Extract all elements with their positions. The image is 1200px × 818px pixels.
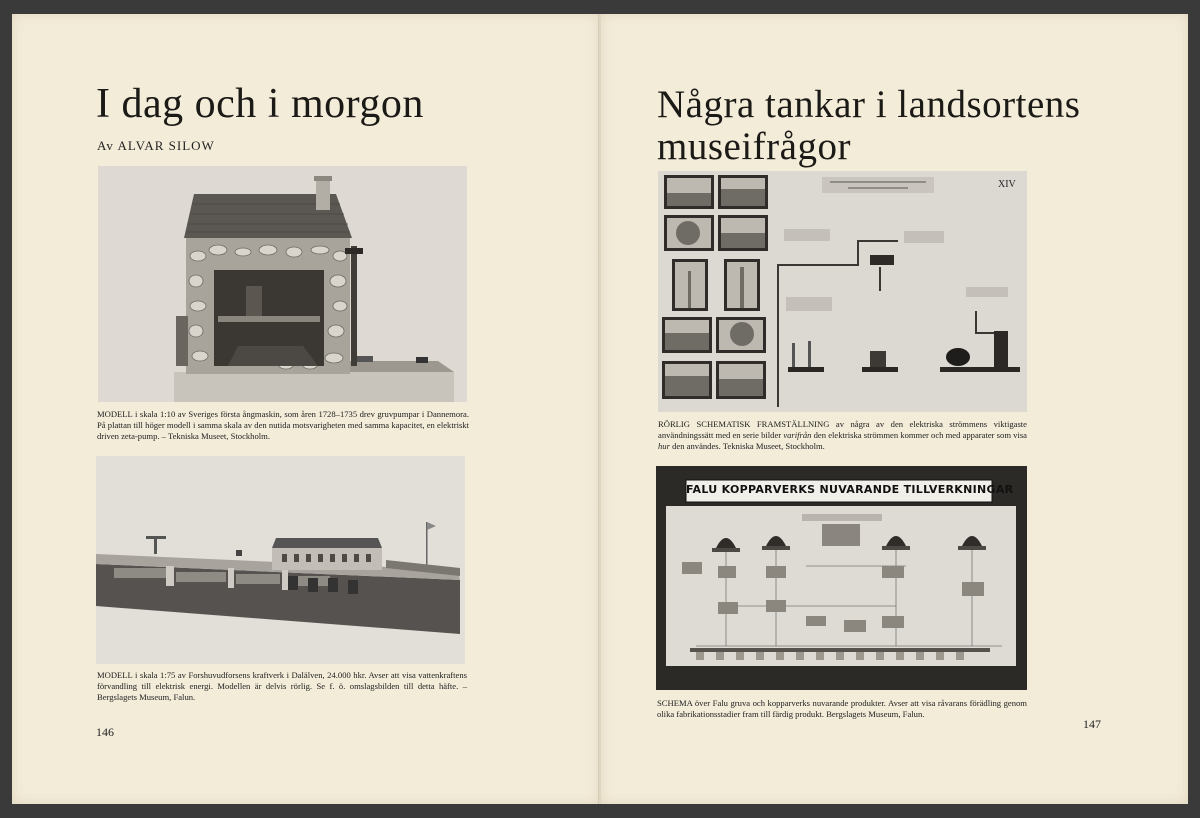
- byline-author: ALVAR SILOW: [117, 138, 215, 153]
- right-figure2-caption: SCHEMA över Falu gruva och kopparverks nuvarande produkter. Avser att visa råvarans förädling genom olika fabrikationsstadier fram till färdig produkt. Bergslagets Museum, Falun.: [657, 698, 1027, 720]
- left-figure2-caption: MODELL i skala 1:75 av Forshuvudforsens kraftverk i Dalälven, 24.000 hkr. Avser att visa vattenkraftens förvandling till elektrisk energi. Modellen är delvis rörlig. Se f. ö. omslagsbilden till detta häfte. – Bergslagets Museum, Falun.: [97, 670, 467, 703]
- right-page-number: 147: [1083, 717, 1101, 731]
- byline: [97, 138, 215, 154]
- right-caption1-part1: RÖRLIG SCHEMATISK FRAMSTÄLLNING av några av den elektriska strömmens viktigaste användningssätt med en serie bilder: [658, 419, 1027, 441]
- left-page-title: I dag och i morgon: [96, 81, 424, 127]
- left-page: [12, 14, 599, 804]
- right-title-line2: museifrågor: [657, 125, 851, 168]
- right-caption1-italic2: hur: [658, 441, 670, 452]
- left-page-number: 146: [96, 725, 114, 739]
- falu-banner-text: FALU KOPPARVERKS NUVARANDE TILLVERKNINGAR: [686, 483, 1014, 496]
- right-title-line1: Några tankar i landsortens: [657, 83, 1081, 126]
- right-caption1-part2: den elektriska strömmen kommer och med apparater som visa: [811, 430, 1027, 441]
- right-caption1-part3: den användes. Tekniska Museet, Stockholm.: [669, 441, 825, 452]
- right-caption1-italic1: varifrån: [783, 430, 812, 441]
- right-page: [601, 14, 1188, 804]
- right-page-title: [657, 84, 1157, 168]
- power-plant-model-photo: [96, 456, 465, 664]
- steam-engine-model-photo: [98, 166, 467, 402]
- left-figure1-caption: MODELL i skala 1:10 av Sveriges första ångmaskin, som åren 1728–1735 drev gruvpumpar i Dannemora. På plattan till höger modell i samma skala av den nutida motsvarigheten med samma kapacitet, en elektriskt driven zeta-pump. – Tekniska Museet, Stockholm.: [97, 409, 469, 442]
- right-figure1-caption: [658, 419, 1027, 453]
- byline-prefix: Av: [97, 138, 114, 153]
- falu-schema-photo: [656, 466, 1027, 690]
- electricity-display-photo: [658, 171, 1027, 412]
- plate-number: XIV: [998, 179, 1016, 190]
